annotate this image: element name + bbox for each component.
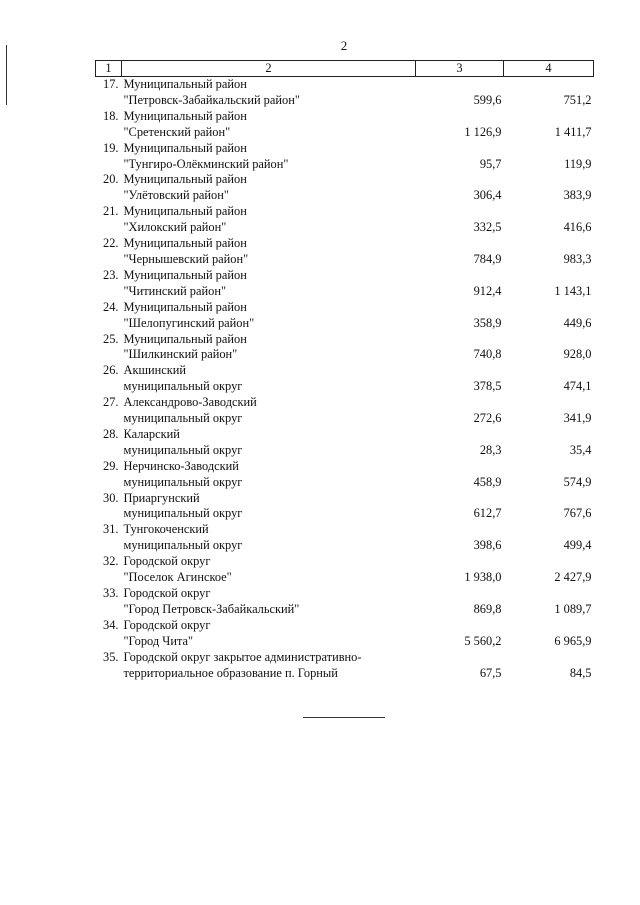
table-row (96, 300, 594, 332)
row-name-line-2: "Сретенский район" (123, 124, 231, 139)
row-value-col-4: 474,1 (563, 379, 592, 394)
row-number: 20. (103, 172, 119, 187)
row-value-col-3: 740,8 (473, 347, 502, 362)
end-rule (303, 717, 385, 718)
row-value-col-4: 383,9 (563, 188, 592, 203)
row-name (122, 459, 416, 491)
row-name-line-1: Муниципальный район (123, 331, 247, 346)
row-value-col-4: 84,5 (569, 665, 592, 680)
row-number: 21. (103, 204, 119, 219)
row-number: 18. (103, 108, 119, 123)
row-value-col-3: 332,5 (473, 220, 502, 235)
row-value-col-3: 398,6 (473, 538, 502, 553)
table-row (96, 268, 594, 300)
table-row (96, 109, 594, 141)
table-row (96, 141, 594, 173)
row-number: 32. (103, 554, 119, 569)
row-name-line-2: муниципальный округ (123, 506, 243, 521)
row-name-line-1: Муниципальный район (123, 236, 247, 251)
row-name-line-1: Каларский (123, 426, 180, 441)
row-number: 30. (103, 490, 119, 505)
row-value-col-4: 6 965,9 (554, 633, 592, 648)
row-value-col-4: 983,3 (563, 251, 592, 266)
row-name (122, 300, 416, 332)
row-name-line-2: "Шелопугинский район" (123, 315, 255, 330)
table-row (96, 554, 594, 586)
row-number: 28. (103, 426, 119, 441)
row-name-line-1: Городской округ закрытое административно- (123, 649, 362, 664)
table-body (96, 77, 594, 682)
row-name-line-2: "Чернышевский район" (123, 251, 249, 266)
row-name (122, 236, 416, 268)
row-number: 19. (103, 140, 119, 155)
row-name-line-2: муниципальный округ (123, 379, 243, 394)
row-number: 26. (103, 363, 119, 378)
table-row (96, 395, 594, 427)
row-name-line-2: "Улётовский район" (123, 188, 229, 203)
table-row (96, 491, 594, 523)
row-value-col-3: 1 938,0 (464, 570, 502, 585)
row-value-col-4: 416,6 (563, 220, 592, 235)
row-value-col-4: 1 411,7 (554, 124, 592, 139)
table-row (96, 172, 594, 204)
row-name-line-1: Приаргунский (123, 490, 200, 505)
row-name-line-1: Муниципальный район (123, 108, 247, 123)
row-name-line-1: Муниципальный район (123, 267, 247, 282)
row-name-line-1: Городской округ (123, 554, 211, 569)
row-name-line-2: муниципальный округ (123, 442, 243, 457)
row-value-col-3: 272,6 (473, 411, 502, 426)
row-name-line-2: "Шилкинский район" (123, 347, 238, 362)
row-name-line-2: территориальное образование п. Горный (123, 665, 338, 680)
row-number: 33. (103, 586, 119, 600)
row-name-line-2: "Город Чита" (123, 633, 194, 648)
row-name-line-2: "Тунгиро-Олёкминский район" (123, 156, 289, 171)
table-row (96, 427, 594, 459)
row-value-col-4: 341,9 (563, 411, 592, 426)
row-value-col-3: 869,8 (473, 601, 502, 616)
row-value-col-4: 574,9 (563, 474, 592, 489)
row-value-col-3: 599,6 (473, 92, 502, 107)
row-name-line-1: Муниципальный район (123, 77, 247, 91)
row-name (122, 268, 416, 300)
row-value-col-3: 378,5 (473, 379, 502, 394)
row-number: 24. (103, 299, 119, 314)
row-name (122, 618, 416, 650)
table-row (96, 586, 594, 618)
row-number: 35. (103, 649, 119, 664)
row-value-col-4: 449,6 (563, 315, 592, 330)
row-name-line-1: Городской округ (123, 617, 211, 632)
row-name (122, 395, 416, 427)
page-number: 2 (340, 38, 348, 53)
row-name (122, 586, 416, 618)
row-value-col-3: 5 560,2 (464, 633, 502, 648)
row-name-line-1: Нерчинско-Заводский (123, 458, 239, 473)
row-name (122, 109, 416, 141)
table-row (96, 522, 594, 554)
row-name (122, 141, 416, 173)
row-name-line-1: Александрово-Заводский (123, 395, 257, 410)
row-name (122, 332, 416, 364)
row-name (122, 172, 416, 204)
row-value-col-3: 306,4 (473, 188, 502, 203)
table-row (96, 363, 594, 395)
header-col-1: 1 (96, 61, 122, 77)
row-number: 27. (103, 395, 119, 410)
row-number: 29. (103, 458, 119, 473)
row-name-line-1: Городской округ (123, 586, 211, 600)
row-value-col-4: 1 143,1 (554, 283, 592, 298)
table-row (96, 204, 594, 236)
row-value-col-3: 784,9 (473, 251, 502, 266)
table-row (96, 236, 594, 268)
row-number: 22. (103, 236, 119, 251)
row-value-col-3: 28,3 (479, 442, 502, 457)
table-row (96, 77, 594, 109)
row-value-col-4: 751,2 (563, 92, 592, 107)
row-value-col-4: 1 089,7 (554, 601, 592, 616)
row-number: 23. (103, 267, 119, 282)
row-value-col-3: 1 126,9 (464, 124, 502, 139)
row-name-line-1: Тунгокоченский (123, 522, 209, 537)
header-col-2: 2 (122, 61, 416, 77)
row-name-line-1: Муниципальный район (123, 299, 247, 314)
row-number: 17. (103, 77, 119, 91)
row-value-col-3: 358,9 (473, 315, 502, 330)
margin-mark (6, 45, 7, 105)
header-col-3: 3 (416, 61, 504, 77)
row-value-col-4: 119,9 (564, 156, 592, 171)
row-name (122, 427, 416, 459)
row-name-line-2: "Читинский район" (123, 283, 227, 298)
row-name (122, 650, 416, 682)
row-name (122, 77, 416, 109)
row-value-col-4: 767,6 (563, 506, 592, 521)
table-row (96, 332, 594, 364)
row-name-line-1: Муниципальный район (123, 204, 247, 219)
row-name-line-2: муниципальный округ (123, 411, 243, 426)
row-number: 31. (103, 522, 119, 537)
row-name-line-2: муниципальный округ (123, 474, 243, 489)
row-name (122, 491, 416, 523)
row-name-line-2: "Поселок Агинское" (123, 570, 232, 585)
budget-table (95, 60, 594, 681)
header-row (96, 61, 594, 77)
row-number: 25. (103, 331, 119, 346)
row-value-col-3: 67,5 (479, 665, 502, 680)
row-name-line-2: муниципальный округ (123, 538, 243, 553)
row-name-line-2: "Хилокский район" (123, 220, 227, 235)
row-value-col-3: 612,7 (473, 506, 502, 521)
row-name-line-2: "Город Петровск-Забайкальский" (123, 601, 300, 616)
row-name-line-1: Муниципальный район (123, 140, 247, 155)
table-header (96, 61, 594, 77)
table-row (96, 459, 594, 491)
row-number: 34. (103, 617, 119, 632)
table-row (96, 650, 594, 682)
header-col-4: 4 (504, 61, 594, 77)
row-name (122, 204, 416, 236)
row-value-col-4: 35,4 (569, 442, 592, 457)
row-name-line-1: Акшинский (123, 363, 187, 378)
row-value-col-4: 2 427,9 (554, 570, 592, 585)
row-name (122, 363, 416, 395)
row-name (122, 522, 416, 554)
row-value-col-3: 458,9 (473, 474, 502, 489)
table-row (96, 618, 594, 650)
row-name-line-2: "Петровск-Забайкальский район" (123, 92, 300, 107)
row-name-line-1: Муниципальный район (123, 172, 247, 187)
row-value-col-3: 912,4 (473, 283, 502, 298)
row-value-col-4: 499,4 (563, 538, 592, 553)
row-value-col-4: 928,0 (563, 347, 592, 362)
row-value-col-3: 95,7 (479, 156, 502, 171)
row-name (122, 554, 416, 586)
